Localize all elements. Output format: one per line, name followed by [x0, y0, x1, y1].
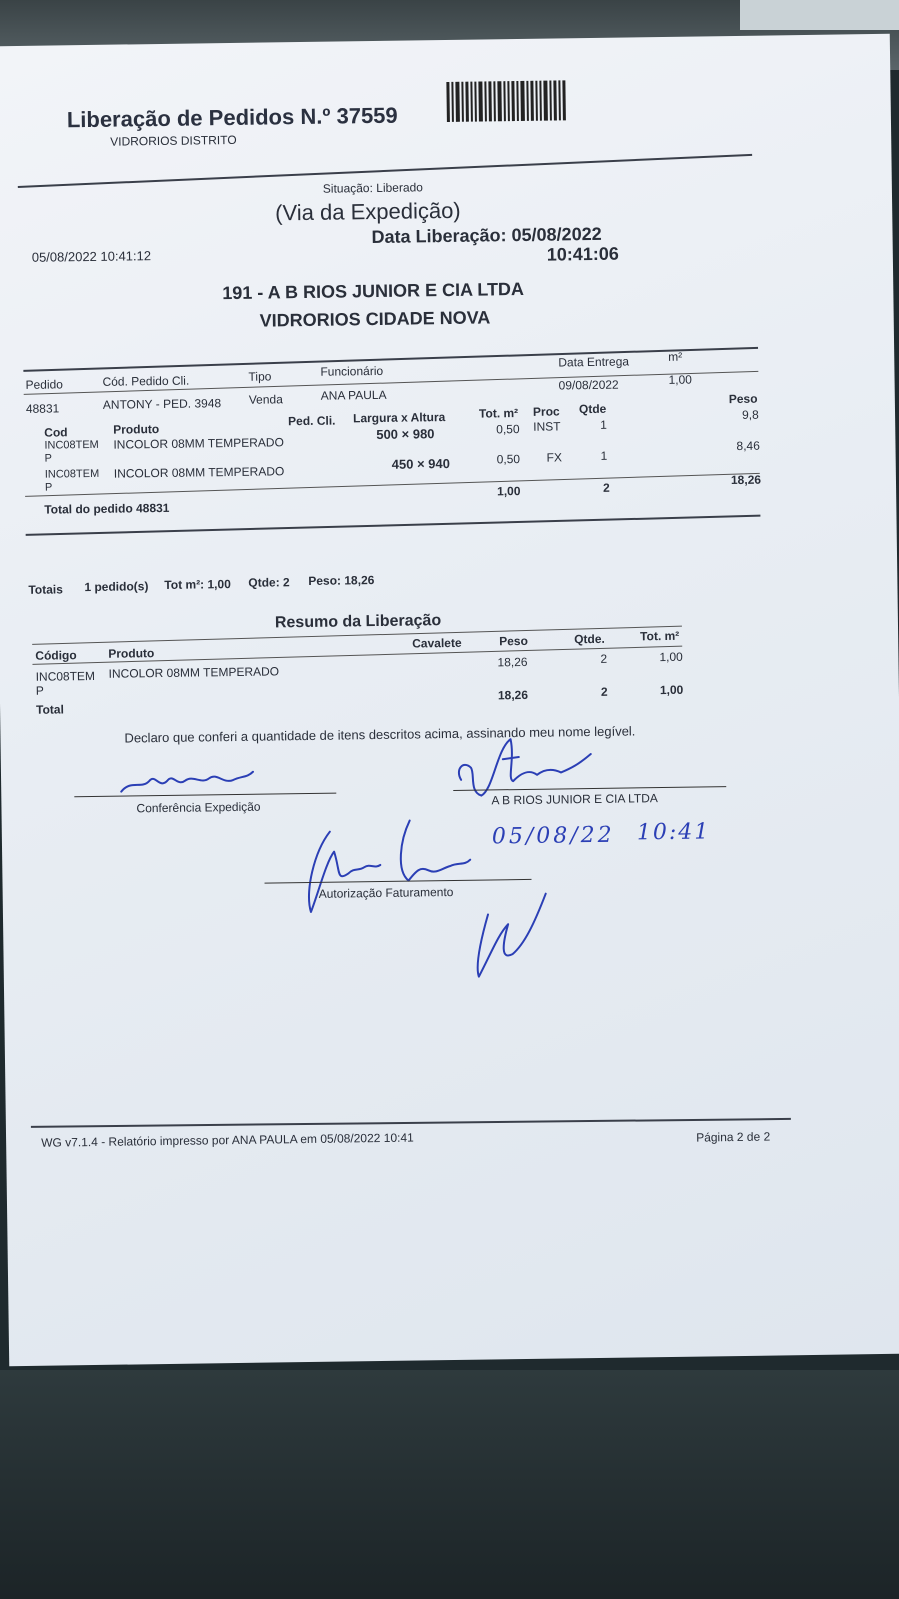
col-tipo: Tipo	[248, 369, 272, 384]
resumo-col-peso: Peso	[499, 633, 528, 649]
company-name: VIDRORIOS DISTRITO	[110, 132, 237, 149]
item-1-tot-m2: 0,50	[496, 422, 520, 437]
initials-mark	[468, 884, 559, 985]
totals-pedidos: 1 pedido(s)	[84, 579, 149, 595]
resumo-total-label: Total	[35, 702, 64, 717]
item-col-ped-cli: Ped. Cli.	[287, 413, 336, 429]
footer-printed-by: WG v7.1.4 - Relatório impresso por ANA PAULA em 05/08/2022 10:41	[41, 1130, 414, 1150]
footer-line	[31, 1118, 791, 1127]
document-page	[0, 34, 899, 1366]
item-2-peso: 8,46	[736, 438, 760, 453]
value-pedido: 48831	[25, 401, 60, 416]
item-1-proc: INST	[533, 419, 561, 434]
resumo-row-codigo: INC08TEM	[35, 668, 96, 684]
signature-autorizacao	[300, 810, 482, 923]
order-bottom-line	[26, 515, 761, 536]
value-funcionario: ANA PAULA	[320, 387, 387, 403]
resumo-row-peso: 18,26	[497, 654, 528, 670]
document-title: Liberação de Pedidos N.º 37559	[66, 102, 398, 133]
order-total-peso: 18,26	[730, 472, 762, 488]
order-top-line	[23, 347, 758, 372]
resumo-col-produto: Produto	[108, 646, 155, 661]
client-branch: VIDRORIOS CIDADE NOVA	[259, 307, 491, 331]
totals-qtde: Qtde: 2	[248, 575, 290, 590]
item-col-largura-altura: Largura x Altura	[352, 410, 446, 426]
resumo-col-codigo: Código	[35, 648, 77, 663]
print-datetime: 05/08/2022 10:41:12	[31, 248, 152, 265]
item-col-tot-m2: Tot. m²	[478, 406, 519, 421]
item-1-cod: INC08TEM	[44, 438, 99, 452]
resumo-total-m2: 1,00	[659, 682, 684, 698]
item-col-peso: Peso	[728, 391, 758, 407]
autorizacao-label: Autorização Faturamento	[318, 884, 454, 901]
totals-tot-m2: Tot m²: 1,00	[164, 577, 231, 592]
resumo-row-codigo-suffix: P	[35, 683, 44, 698]
item-1-dims: 500 × 980	[376, 426, 435, 443]
cliente-label: A B RIOS JUNIOR E CIA LTDA	[491, 791, 658, 808]
value-m2: 1,00	[668, 372, 693, 387]
situacao: Situação: Liberado	[322, 180, 424, 196]
item-2-qtde: 1	[600, 448, 608, 463]
resumo-col-cavalete: Cavalete	[412, 635, 462, 651]
value-cod-pedido-cli: ANTONY - PED. 3948	[102, 396, 222, 412]
item-2-cod-suffix: P	[44, 481, 53, 494]
client-name: 191 - A B RIOS JUNIOR E CIA LTDA	[222, 278, 525, 304]
totals-label: Totais	[28, 582, 63, 597]
item-2-produto: INCOLOR 08MM TEMPERADO	[113, 464, 285, 481]
col-cod-pedido-cli: Cód. Pedido Cli.	[102, 373, 190, 389]
item-col-qtde: Qtde	[578, 401, 607, 417]
via-expedicao: (Via da Expedição)	[275, 197, 461, 226]
resumo-row-tot-m2: 1,00	[659, 649, 683, 665]
value-data-entrega: 09/08/2022	[558, 377, 619, 393]
resumo-title: Resumo da Liberação	[274, 612, 442, 632]
item-2-proc: FX	[546, 450, 563, 465]
item-2-tot-m2: 0,50	[496, 451, 521, 467]
item-col-cod: Cod	[44, 425, 68, 440]
resumo-col-qtde: Qtde.	[574, 631, 605, 647]
item-1-cod-suffix: P	[44, 452, 53, 465]
resumo-row-qtde: 2	[600, 651, 608, 666]
handwritten-date: 05/08/22	[491, 822, 615, 850]
handwritten-time: 10:41	[636, 819, 711, 846]
col-m2: m²	[668, 349, 683, 364]
resumo-total-peso: 18,26	[497, 687, 529, 703]
item-1-qtde: 1	[600, 417, 607, 432]
item-1-produto: INCOLOR 08MM TEMPERADO	[113, 435, 284, 452]
declaration-text: Declaro que conferi a quantidade de itens descritos acima, assinando meu nome legível.	[124, 723, 636, 746]
col-funcionario: Funcionário	[320, 363, 384, 379]
background-top-right	[740, 0, 899, 30]
barcode	[446, 80, 566, 122]
background-bottom	[0, 1370, 899, 1599]
order-total-label: Total do pedido 48831	[44, 500, 170, 517]
resumo-row-produto: INCOLOR 08MM TEMPERADO	[108, 664, 280, 681]
item-1-peso: 9,8	[741, 407, 759, 422]
data-liberacao: Data Liberação: 05/08/2022	[371, 223, 602, 248]
order-total-qtde: 2	[602, 480, 610, 495]
resumo-col-tot-m2: Tot. m²	[640, 628, 680, 644]
order-total-m2: 1,00	[496, 483, 521, 499]
item-col-proc: Proc	[532, 404, 560, 419]
conferencia-label: Conferência Expedição	[136, 799, 261, 816]
resumo-total-qtde: 2	[600, 684, 608, 699]
item-col-produto: Produto	[113, 422, 160, 437]
item-2-cod: INC08TEM	[44, 467, 100, 481]
value-tipo: Venda	[248, 392, 283, 407]
footer-page-number: Página 2 de 2	[696, 1129, 771, 1145]
data-liberacao-time: 10:41:06	[546, 243, 619, 265]
col-data-entrega: Data Entrega	[558, 354, 630, 370]
item-2-dims: 450 × 940	[391, 455, 451, 472]
col-pedido: Pedido	[25, 377, 64, 392]
totals-peso: Peso: 18,26	[308, 573, 375, 588]
